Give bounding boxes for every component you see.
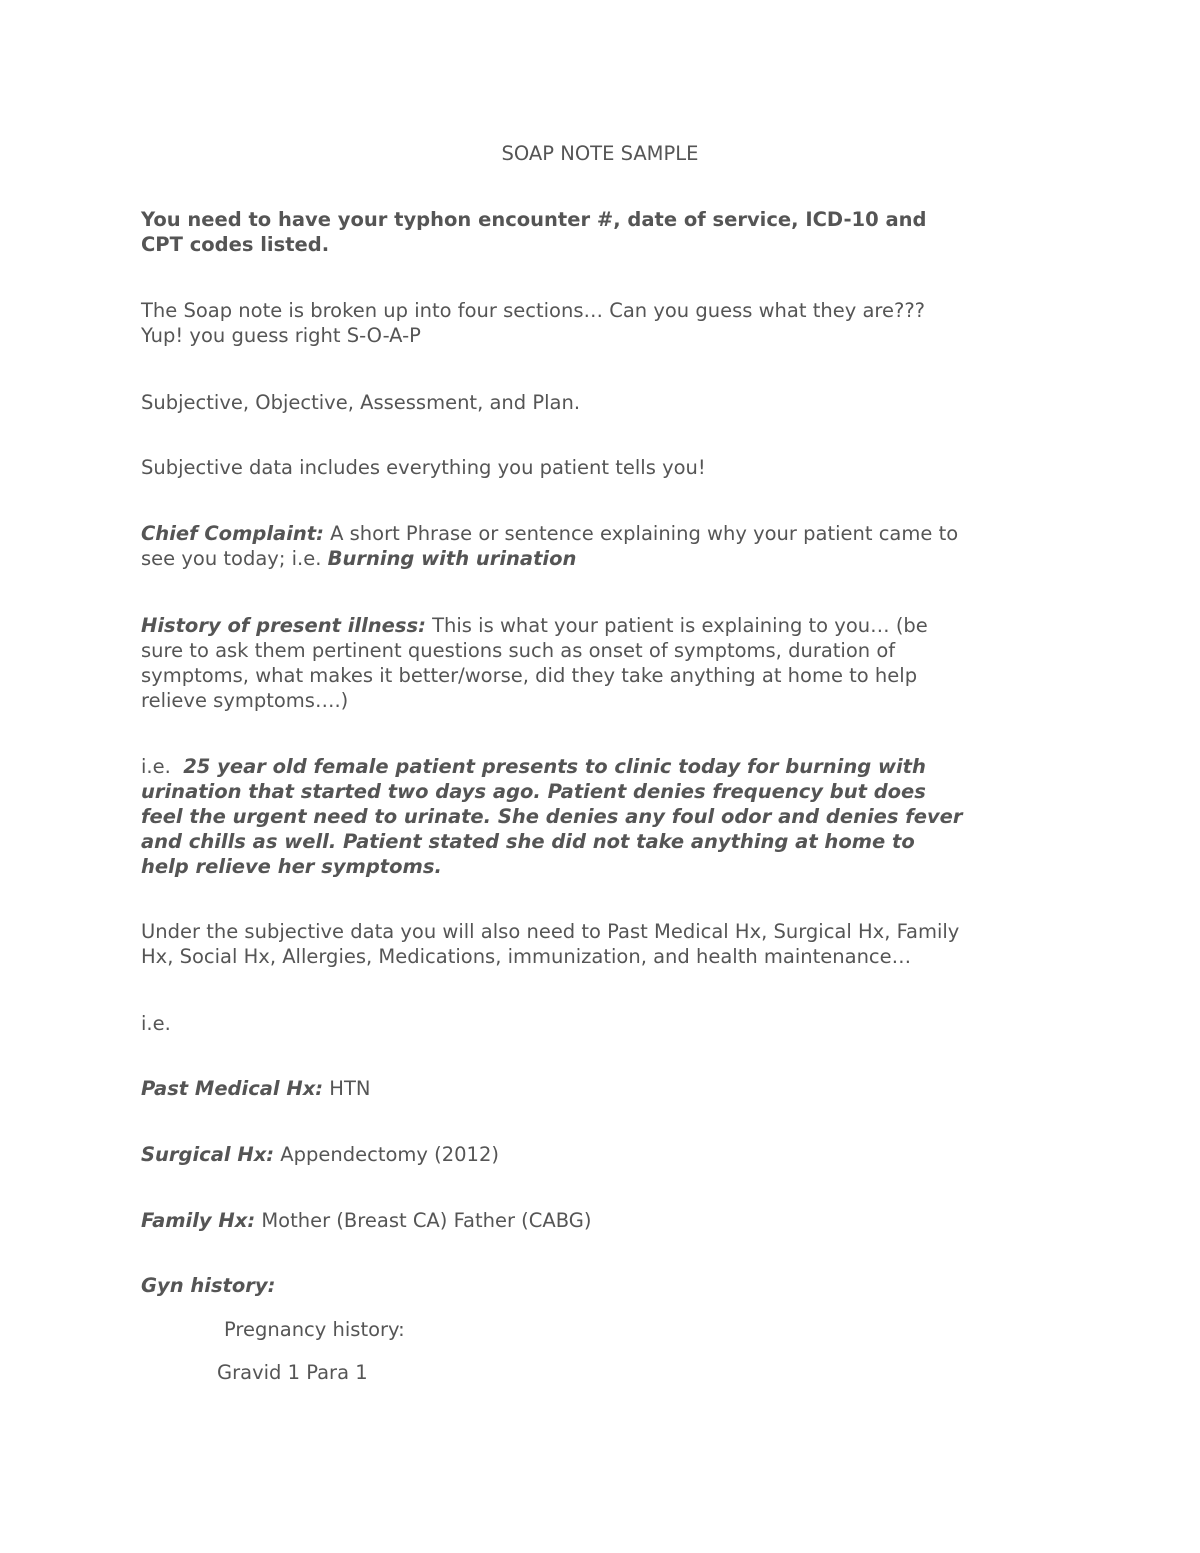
hpi-line-4: relieve symptoms….) [141,689,349,712]
chief-complaint-line-2 [141,546,1071,571]
sections-paragraph: Subjective, Objective, Assessment, and Plan. [141,391,581,414]
hpi-example-text-1: 25 year old female patient presents to clinic today for burning with [183,755,926,778]
hpi-line-2: sure to ask them pertinent questions such as onset of symptoms, duration of [141,639,896,662]
pregnancy-history-label: Pregnancy history: [224,1318,405,1341]
requirement-line-1: You need to have your typhon encounter #, date of service, ICD-10 and [141,208,927,231]
surgical-hx-label: Surgical Hx: [141,1143,275,1166]
hpi-example-line-4: and chills as well. Patient stated she did not take anything at home to [141,830,915,853]
chief-complaint-label: Chief Complaint: [141,522,324,545]
hpi-example-prefix: i.e. [141,755,184,778]
past-medical-hx-label: Past Medical Hx: [141,1077,324,1100]
surgical-hx-value: Appendectomy (2012) [274,1143,499,1166]
hpi-example-line-2: urination that started two days ago. Patient denies frequency but does [141,780,926,803]
hpi-label: History of present illness: [141,614,426,637]
intro-paragraph [141,298,1071,348]
surgical-hx [141,1142,1071,1167]
family-hx-label: Family Hx: [141,1209,256,1232]
chief-complaint-line-1 [141,521,1071,546]
chief-complaint-example: Burning with urination [327,547,577,570]
subjective-paragraph: Subjective data includes everything you patient tells you! [141,456,706,479]
requirement-note [141,207,1071,257]
hpi-line-3: symptoms, what makes it better/worse, did they take anything at home to help [141,664,918,687]
hpi-line-1 [141,613,1071,638]
under-subjective-paragraph [141,919,1071,969]
past-medical-hx [141,1076,1071,1101]
ie-label: i.e. [141,1012,171,1035]
chief-complaint-text: A short Phrase or sentence explaining why your patient came to [323,522,959,545]
family-hx [141,1208,1071,1233]
past-medical-hx-value: HTN [323,1077,371,1100]
hpi-paragraph [141,613,1071,713]
gyn-history-label: Gyn history: [141,1274,276,1297]
hpi-example-line-5: help relieve her symptoms. [141,855,442,878]
requirement-line-2: CPT codes listed. [141,233,330,256]
family-hx-value: Mother (Breast CA) Father (CABG) [255,1209,592,1232]
chief-complaint-paragraph [141,521,1071,571]
intro-line-2: Yup! you guess right S-O-A-P [141,324,421,347]
hpi-example-line-1 [141,754,1071,779]
chief-complaint-text-2: see you today; i.e. [141,547,328,570]
intro-line-1: The Soap note is broken up into four sections… Can you guess what they are??? [141,299,926,322]
hpi-example-line-3: feel the urgent need to urinate. She denies any foul odor and denies fever [141,805,963,828]
hpi-text: This is what your patient is explaining to you… (be [425,614,928,637]
pregnancy-history-value: Gravid 1 Para 1 [217,1361,368,1384]
under-subjective-line-2: Hx, Social Hx, Allergies, Medications, immunization, and health maintenance… [141,945,912,968]
under-subjective-line-1: Under the subjective data you will also need to Past Medical Hx, Surgical Hx, Family [141,920,960,943]
document-title: SOAP NOTE SAMPLE [501,142,699,165]
hpi-example-paragraph [141,754,1071,879]
